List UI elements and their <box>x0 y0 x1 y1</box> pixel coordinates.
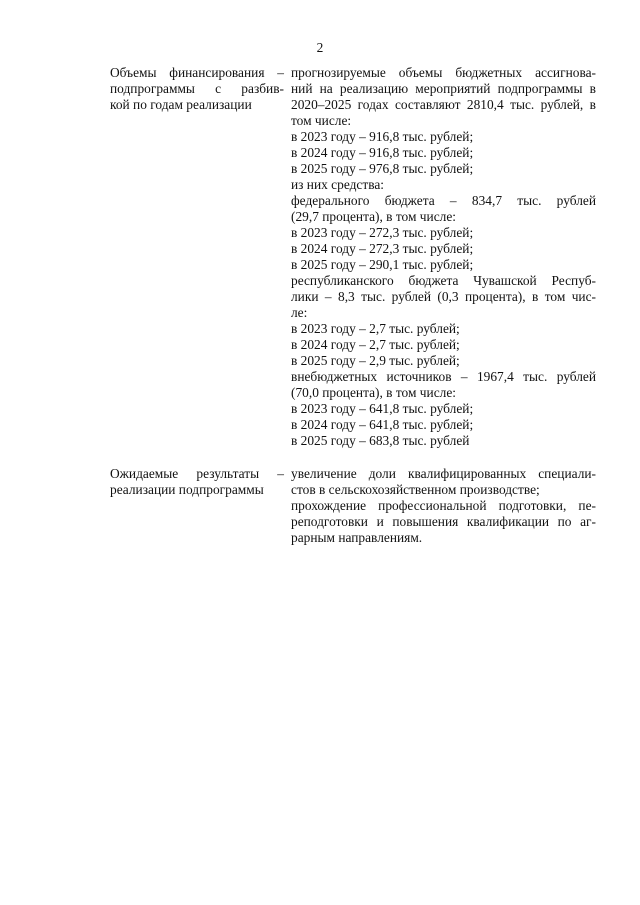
value-line: лики – 8,3 тыс. рублей (0,3 процента), в том чис- <box>291 289 596 304</box>
value-line: рарным направлениям. <box>291 530 423 545</box>
value-line: из них средства: <box>291 177 385 192</box>
value-line: 2020–2025 годах составляют 2810,4 тыс. рублей, в <box>291 97 596 112</box>
value-line: том числе: <box>291 113 352 128</box>
label-line: Ожидаемые результаты – <box>110 466 284 481</box>
value-line: в 2024 году – 641,8 тыс. рублей; <box>291 417 474 432</box>
value-line: республиканского бюджета Чувашской Респуб- <box>291 273 596 288</box>
label-line: кой по годам реализации <box>110 97 252 112</box>
value-line: прогнозируемые объемы бюджетных ассигнова- <box>291 65 596 80</box>
value-line: в 2024 году – 272,3 тыс. рублей; <box>291 241 474 256</box>
value-line: в 2024 году – 916,8 тыс. рублей; <box>291 145 474 160</box>
value-line: в 2023 году – 2,7 тыс. рублей; <box>291 321 460 336</box>
label-line: реализации подпрограммы <box>110 482 264 497</box>
value-line: реподготовки и повышения квалификации по аг- <box>291 514 596 529</box>
expected-results-details <box>291 466 596 546</box>
value-line: увеличение доли квалифицированных специали- <box>291 466 596 481</box>
value-line: в 2025 году – 976,8 тыс. рублей; <box>291 161 474 176</box>
value-line: ний на реализацию мероприятий подпрограммы в <box>291 81 596 96</box>
value-line: в 2025 году – 290,1 тыс. рублей; <box>291 257 474 272</box>
value-line: в 2024 году – 2,7 тыс. рублей; <box>291 337 460 352</box>
expected-results-label <box>110 466 284 498</box>
value-line: (70,0 процента), в том числе: <box>291 385 456 400</box>
financing-details <box>291 65 596 449</box>
value-line: в 2023 году – 916,8 тыс. рублей; <box>291 129 474 144</box>
value-line: федерального бюджета – 834,7 тыс. рублей <box>291 193 596 208</box>
financing-label <box>110 65 284 113</box>
value-line: в 2025 году – 2,9 тыс. рублей; <box>291 353 460 368</box>
value-line: ле: <box>291 305 308 320</box>
value-line: в 2023 году – 641,8 тыс. рублей; <box>291 401 474 416</box>
value-line: в 2023 году – 272,3 тыс. рублей; <box>291 225 474 240</box>
value-line: внебюджетных источников – 1967,4 тыс. рублей <box>291 369 596 384</box>
value-line: (29,7 процента), в том числе: <box>291 209 456 224</box>
page-number: 2 <box>316 40 324 55</box>
value-line: прохождение профессиональной подготовки, пе- <box>291 498 596 513</box>
value-line: в 2025 году – 683,8 тыс. рублей <box>291 433 470 448</box>
label-line: подпрограммы с разбив- <box>110 81 284 96</box>
value-line: стов в сельскохозяйственном производстве; <box>291 482 540 497</box>
label-line: Объемы финансирования – <box>110 65 284 80</box>
